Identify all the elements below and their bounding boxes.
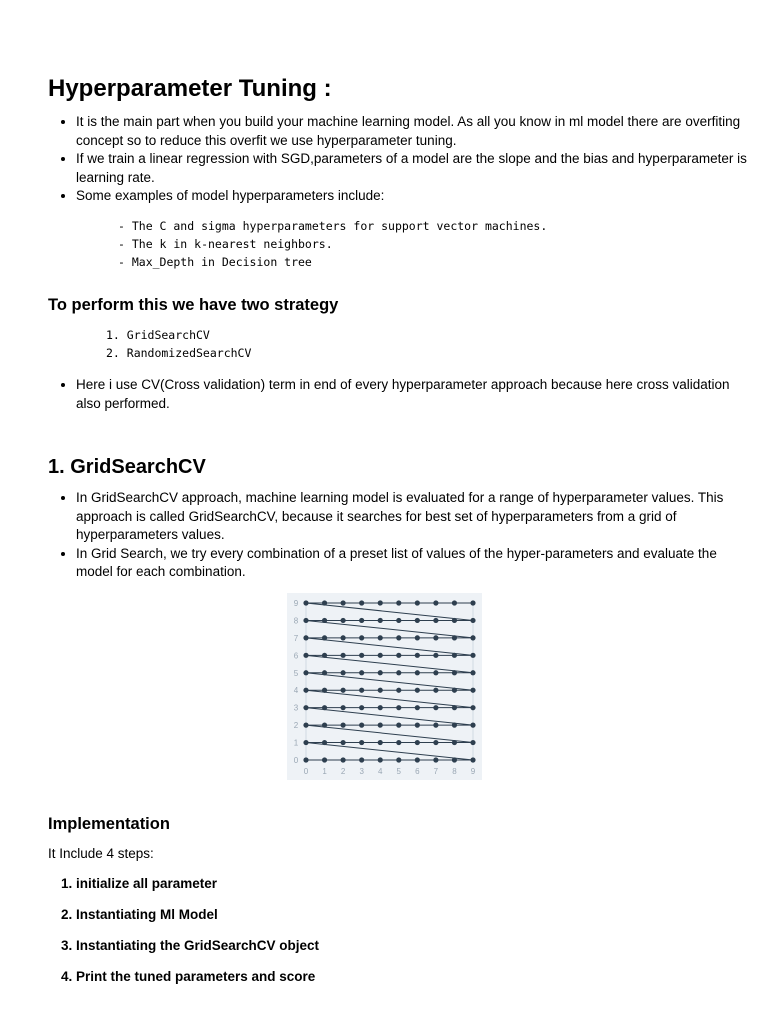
grid-point [470, 670, 475, 675]
grid-point [322, 635, 327, 640]
grid-point [303, 635, 308, 640]
grid-point [303, 757, 308, 762]
implementation-heading: Implementation [48, 815, 170, 833]
x-tick-label: 6 [415, 767, 420, 776]
x-tick-label: 5 [396, 767, 402, 776]
page-title: Hyperparameter Tuning : [48, 75, 332, 102]
grid-point [396, 653, 401, 658]
x-tick-label: 1 [322, 767, 327, 776]
list-item: • If we train a linear regression with SGD,parameters of a model are the slope and the bias and hyperparameter is learning rate. [76, 150, 748, 187]
grid-point [415, 635, 420, 640]
code-line: 1. GridSearchCV [106, 328, 210, 342]
grid-point [341, 635, 346, 640]
grid-point [359, 688, 364, 693]
grid-point [378, 705, 383, 710]
grid-point [415, 740, 420, 745]
grid-point [303, 723, 308, 728]
strategy-heading: To perform this we have two strategy [48, 296, 339, 314]
grid-point [359, 740, 364, 745]
grid-point [359, 635, 364, 640]
grid-point [470, 757, 475, 762]
grid-point [322, 723, 327, 728]
grid-point [433, 757, 438, 762]
cv-note-list [48, 376, 748, 413]
examples-code-block [118, 217, 547, 271]
grid-search-figure [287, 593, 482, 780]
grid-point [303, 670, 308, 675]
grid-point [303, 618, 308, 623]
list-item: • Some examples of model hyperparameters include: [76, 187, 748, 206]
grid-point [341, 740, 346, 745]
grid-point [341, 653, 346, 658]
grid-point [452, 705, 457, 710]
grid-point [433, 635, 438, 640]
x-tick-label: 0 [303, 767, 309, 776]
grid-point [470, 688, 475, 693]
grid-point [322, 757, 327, 762]
grid-point [378, 723, 383, 728]
y-tick-label: 1 [293, 738, 299, 748]
grid-point [433, 740, 438, 745]
list-item: 2. Instantiating Ml Model [76, 899, 319, 930]
y-tick-label: 8 [293, 616, 299, 626]
grid-point [396, 600, 401, 605]
implementation-intro: It Include 4 steps: [48, 846, 154, 861]
grid-point [433, 600, 438, 605]
y-tick-label: 3 [293, 703, 299, 713]
grid-point [452, 653, 457, 658]
grid-point [470, 635, 475, 640]
grid-point [341, 670, 346, 675]
grid-point [322, 688, 327, 693]
grid-point [470, 723, 475, 728]
x-tick-label: 4 [377, 767, 383, 776]
grid-point [378, 740, 383, 745]
intro-bullet-list [48, 113, 748, 206]
y-tick-label: 5 [293, 668, 299, 678]
grid-point [341, 723, 346, 728]
grid-point [452, 688, 457, 693]
grid-point [378, 618, 383, 623]
grid-point [378, 688, 383, 693]
grid-point [378, 670, 383, 675]
grid-point [452, 740, 457, 745]
grid-point [396, 705, 401, 710]
grid-point [359, 653, 364, 658]
grid-point [415, 723, 420, 728]
grid-point [452, 618, 457, 623]
y-tick-label: 9 [293, 599, 299, 608]
grid-point [470, 653, 475, 658]
grid-point [396, 740, 401, 745]
grid-point [452, 670, 457, 675]
grid-point [322, 618, 327, 623]
grid-point [359, 723, 364, 728]
grid-point [396, 757, 401, 762]
grid-point [322, 600, 327, 605]
grid-point [396, 688, 401, 693]
gridsearch-heading: 1. GridSearchCV [48, 456, 206, 478]
grid-point [415, 688, 420, 693]
y-tick-label: 4 [293, 686, 299, 696]
grid-point [396, 618, 401, 623]
y-tick-label: 0 [293, 756, 299, 765]
list-item: 3. Instantiating the GridSearchCV object [76, 930, 319, 961]
grid-point [433, 670, 438, 675]
grid-point [359, 757, 364, 762]
grid-point [378, 635, 383, 640]
list-item: • In GridSearchCV approach, machine learning model is evaluated for a range of hyperparameter values. This approach is called GridSearchCV, because it searches for best set of hyperparameters from a grid of hyperparameters values. [76, 489, 748, 545]
strategies-code-block [106, 326, 251, 362]
grid-point [396, 635, 401, 640]
grid-point [359, 618, 364, 623]
x-tick-label: 8 [452, 767, 457, 776]
list-item: 4. Print the tuned parameters and score [76, 961, 319, 992]
grid-point [415, 757, 420, 762]
grid-point [433, 653, 438, 658]
grid-point [322, 653, 327, 658]
grid-point [359, 670, 364, 675]
steps-list [48, 868, 319, 992]
list-item: • In Grid Search, we try every combination of a preset list of values of the hyper-parameters and evaluate the model for each combination. [76, 545, 748, 582]
grid-point [396, 670, 401, 675]
code-line: - Max_Depth in Decision tree [118, 255, 312, 269]
list-item: • It is the main part when you build your machine learning model. As all you know in ml model there are overfiting concept so to reduce this overfit we use hyperparameter tuning. [76, 113, 748, 150]
grid-point [415, 600, 420, 605]
x-tick-label: 2 [340, 767, 346, 776]
grid-point [322, 670, 327, 675]
gridsearch-bullet-list [48, 489, 748, 582]
grid-point [415, 705, 420, 710]
x-tick-label: 9 [470, 767, 476, 776]
code-line: 2. RandomizedSearchCV [106, 346, 252, 360]
grid-search-chart [287, 593, 482, 780]
grid-point [303, 705, 308, 710]
grid-point [359, 600, 364, 605]
grid-point [396, 723, 401, 728]
grid-point [303, 600, 308, 605]
grid-point [322, 740, 327, 745]
grid-point [452, 600, 457, 605]
grid-point [415, 653, 420, 658]
grid-point [341, 600, 346, 605]
grid-point [303, 688, 308, 693]
grid-point [322, 705, 327, 710]
grid-point [341, 705, 346, 710]
grid-point [452, 757, 457, 762]
list-item: 1. initialize all parameter [76, 868, 319, 899]
grid-point [341, 757, 346, 762]
code-line: - The C and sigma hyperparameters for support vector machines. [118, 219, 548, 233]
grid-point [433, 723, 438, 728]
grid-point [470, 705, 475, 710]
grid-point [341, 688, 346, 693]
grid-point [433, 688, 438, 693]
y-tick-label: 7 [293, 633, 299, 643]
list-item: • Here i use CV(Cross validation) term in end of every hyperparameter approach because here cross validation also performed. [76, 376, 748, 413]
grid-point [470, 740, 475, 745]
search-path-line [306, 603, 473, 760]
grid-point [470, 618, 475, 623]
grid-point [415, 670, 420, 675]
code-line: - The k in k-nearest neighbors. [118, 237, 333, 251]
grid-point [452, 723, 457, 728]
y-tick-label: 6 [293, 651, 299, 661]
grid-point [433, 705, 438, 710]
grid-point [378, 653, 383, 658]
grid-point [378, 600, 383, 605]
grid-point [470, 600, 475, 605]
grid-point [452, 635, 457, 640]
y-tick-label: 2 [293, 721, 299, 731]
grid-point [378, 757, 383, 762]
grid-point [303, 740, 308, 745]
grid-point [341, 618, 346, 623]
grid-point [303, 653, 308, 658]
x-tick-label: 3 [359, 767, 364, 776]
grid-point [359, 705, 364, 710]
grid-point [415, 618, 420, 623]
grid-point [433, 618, 438, 623]
x-tick-label: 7 [433, 767, 439, 776]
